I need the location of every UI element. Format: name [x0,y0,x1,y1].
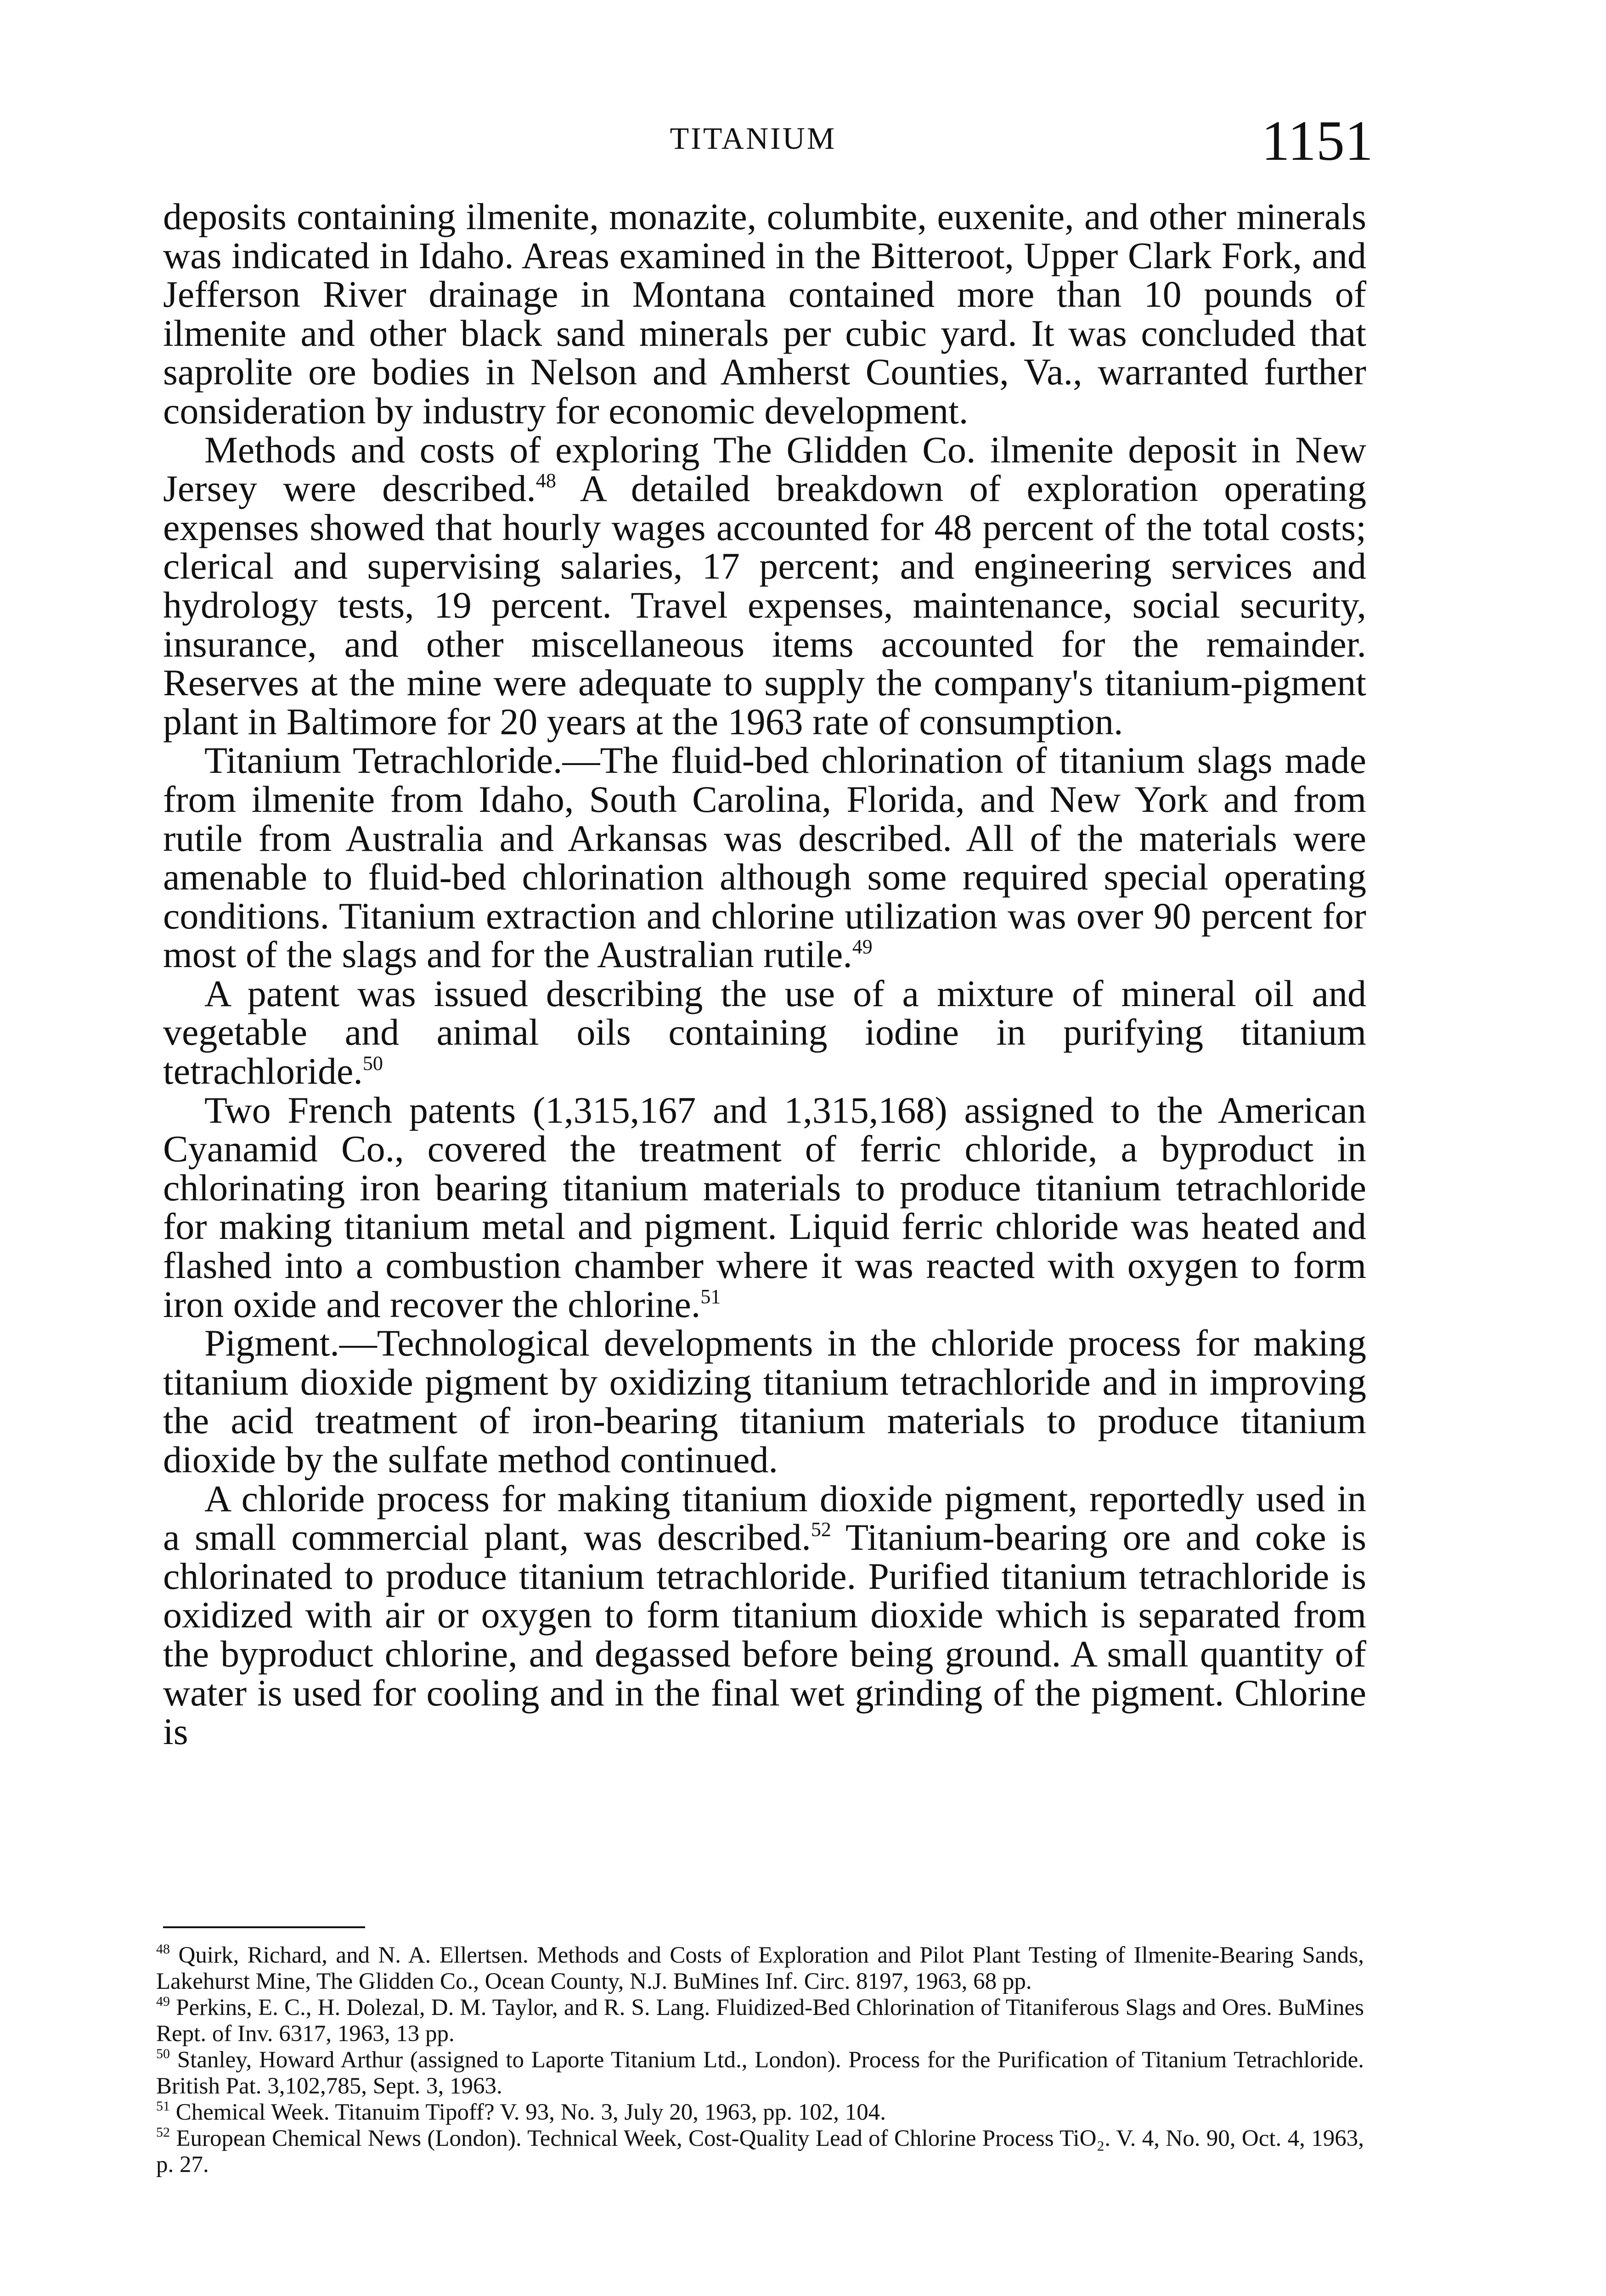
footnote-number: 51 [156,2099,170,2114]
paragraph-text: —The fluid-bed chlorination of titanium slags made from ilmenite from Idaho, South Carolina, Florida, and New York and from rutile from Australia and Arkansas was described. All of the materials were amenable to fluid-bed chlorination although some required special operating conditions. Titanium extraction and chlorine utilization was over 90 percent for most of the slags and for the Australian rutile. [163,739,1366,976]
paragraph-text: A patent was issued describing the use of a mixture of mineral oil and vegetable and animal oils containing iodine in purifying titanium tetrachloride. [163,972,1366,1092]
paragraph-7 [163,1477,1366,1753]
footnote-52 [156,2126,1364,2178]
paragraph-3 [163,741,1366,974]
footnote-reference: 48 [535,469,556,492]
footnote-text: Quirk, Richard, and N. A. Ellertsen. Methods and Costs of Exploration and Pilot Plant Testing of Ilmenite-Bearing Sands, Lakehurst Mine, The Glidden Co., Ocean County, N.J. BuMines Inf. Circ. 8197, 1963, 68 pp. [156,1942,1364,1994]
paragraph-text: A chloride process for making titanium dioxide pigment, reportedly used in a small commercial plant, was described. [163,1477,1366,1559]
paragraph-text: A detailed breakdown of exploration operating expenses showed that hourly wages accounted for 48 percent of the total costs; clerical and supervising salaries, 17 percent; and engineering services and hydrology tests, 19 percent. Travel expenses, maintenance, social security, insurance, and other miscellaneous items accounted for the remainder. Reserves at the mine were adequate to supply the company's titanium-pigment plant in Baltimore for 20 years at the 1963 rate of consumption. [163,467,1367,743]
paragraph-2 [163,428,1367,743]
page-number: 1151 [1261,109,1373,172]
section-heading-titanium-tetrachloride: Titanium Tetrachloride. [204,739,563,782]
footnote-number: 52 [156,2125,170,2140]
footnote-number: 49 [156,1994,170,2009]
running-title: TITANIUM [670,121,837,156]
footnote-48 [156,1942,1364,1995]
body-text [163,197,1366,1751]
paragraph-text: —Technological developments in the chloride process for making titanium dioxide pigment by oxidizing titanium tetrachloride and in improving the acid treatment of iron-bearing titanium materials to produce titanium dioxide by the sulfate method continued. [163,1322,1366,1480]
footnote-number: 50 [156,2046,170,2061]
footnote-text: European Chemical News (London). Technical Week, Cost-Quality Lead of Chlorine Process TiO₂. V. 4, No. 90, Oct. 4, 1963, p. 27. [156,2126,1364,2178]
paragraph-text: deposits containing ilmenite, monazite, columbite, euxenite, and other minerals was indicated in Idaho. Areas examined in the Bitteroot, Upper Clark Fork, and Jefferson River drainage in Montana contained more than 10 pounds of ilmenite and other black sand minerals per cubic yard. It was concluded that saprolite ore bodies in Nelson and Amherst Counties, Va., warranted further consideration by industry for economic development. [163,196,1366,432]
paragraph-6 [163,1324,1366,1479]
footnote-text: Chemical Week. Titanuim Tipoff? V. 93, No. 3, July 20, 1963, pp. 102, 104. [175,2099,886,2125]
footnote-51 [156,2099,1364,2126]
paragraph-text: Two French patents (1,315,167 and 1,315,168) assigned to the American Cyanamid Co., covered the treatment of ferric chloride, a byproduct in chlorinating iron bearing titanium materials to produce titanium tetrachloride for making titanium metal and pigment. Liquid ferric chloride was heated and flashed into a combustion chamber where it was reacted with oxygen to form iron oxide and recover the chlorine. [163,1089,1366,1325]
footnotes [156,1942,1364,2178]
paragraph-text: Titanium-bearing ore and coke is chlorinated to produce titanium tetrachloride. Purified titanium tetrachloride is oxidized with air or oxygen to form titanium dioxide which is separated from the byproduct chlorine, and degassed before being ground. A small quantity of water is used for cooling and in the final wet grinding of the pigment. Chlorine is [163,1516,1366,1753]
section-heading-pigment: Pigment. [204,1322,339,1364]
footnote-reference: 49 [852,935,873,958]
footnote-number: 48 [156,1941,170,1957]
footnote-49 [156,1995,1364,2047]
footnote-reference: 52 [811,1518,831,1541]
footnote-50 [156,2047,1364,2099]
footnote-reference: 51 [700,1285,721,1308]
footnote-reference: 50 [362,1052,383,1075]
paragraph-4 [163,974,1366,1091]
footnote-divider [163,1926,365,1928]
paragraph-5 [163,1091,1366,1324]
footnote-text: Perkins, E. C., H. Dolezal, D. M. Taylor, and R. S. Lang. Fluidized-Bed Chlorination of Titaniferous Slags and Ores. BuMines Rept. of Inv. 6317, 1963, 13 pp. [156,1995,1364,2047]
paragraph-text: Methods and costs of exploring The Glidden Co. ilmenite deposit in New Jersey were described. [163,428,1366,510]
paragraph-1 [163,197,1366,431]
footnote-text: Stanley, Howard Arthur (assigned to Laporte Titanium Ltd., London). Process for the Purification of Titanium Tetrachloride. British Pat. 3,102,785, Sept. 3, 1963. [156,2047,1364,2099]
